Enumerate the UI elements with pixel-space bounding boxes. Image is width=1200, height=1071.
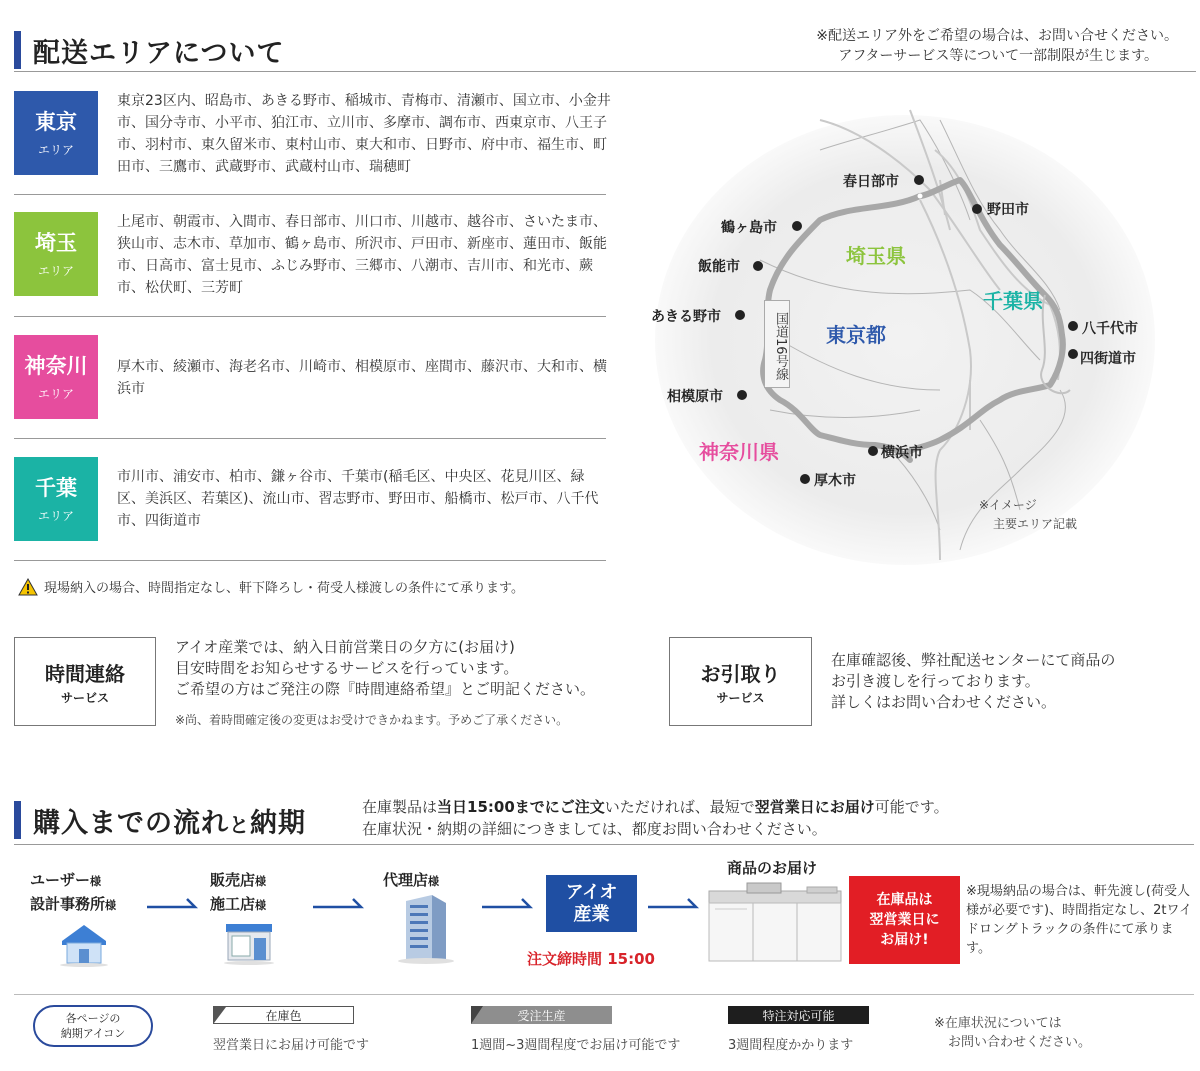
route-16-label: 国道16号線 — [764, 300, 790, 388]
map-city-sagamihara: 相模原市 — [667, 389, 723, 405]
divider — [14, 194, 606, 195]
aio-line: 産業 — [573, 903, 610, 925]
stock-next-day-badge — [849, 876, 960, 964]
aio-line: アイオ — [565, 881, 618, 903]
area-outside-note — [816, 26, 1178, 66]
area-cities-chiba: 市川市、浦安市、柏市、鎌ヶ谷市、千葉市(稲毛区、中央区、花見川区、緑区、美浜区、若葉区)、流山市、習志野市、野田市、船橋市、松戸市、八千代市、四街道市 — [117, 469, 599, 529]
flow-arrow-icon — [648, 897, 704, 911]
lead-time-tag-stock — [213, 1006, 354, 1024]
building-icon — [396, 893, 454, 965]
legend-rule — [14, 994, 1194, 995]
flow-user-label: ユーザー様 設計事務所様 — [30, 871, 117, 913]
flow-agent-label: 代理店様 — [383, 871, 440, 889]
lead-time-text-stock: 翌営業日にお届け可能です — [213, 1038, 370, 1053]
lead-time-text-custom: 3週間程度かかります — [728, 1038, 854, 1053]
badge-tokyo — [14, 91, 98, 175]
badge-name: 神奈川 — [24, 353, 88, 378]
title-rule — [14, 71, 1196, 72]
service-line: お引き渡しを行っております。 — [831, 672, 1040, 690]
flow-arrow-icon — [147, 897, 203, 911]
section-title-flow — [14, 800, 306, 840]
map-city-yachiyo: 八千代市 — [1082, 321, 1138, 337]
tag-corner-icon — [214, 1007, 226, 1023]
section-title-delivery-area — [14, 30, 284, 70]
note-line: ※配送エリア外をご希望の場合は、お問い合せください。 — [816, 28, 1178, 44]
service-line: ご希望の方はご発注の際『時間連絡希望』とご明記ください。 — [175, 680, 596, 698]
service-time-text — [175, 637, 595, 700]
map-pref-tokyo: 東京都 — [826, 323, 886, 347]
stock-status-note — [934, 1014, 1091, 1052]
service-time-small-note: ※尚、着時間確定後の変更はお受けできかねます。予めご了承ください。 — [175, 713, 569, 727]
service-line: アイオ産業では、納入日前営業日の夕方に(お届け) — [175, 638, 515, 656]
badge-sub: エリア — [37, 263, 74, 278]
legend-label — [33, 1005, 153, 1047]
note-line: お問い合わせください。 — [948, 1035, 1092, 1050]
tag-label: 在庫色 — [265, 1008, 302, 1023]
service-line: 目安時間をお知らせするサービスを行っています。 — [175, 659, 519, 677]
flow-title-part: と — [229, 812, 250, 837]
service-line: 詳しくはお問い合わせください。 — [831, 693, 1057, 711]
area-cities-kanagawa: 厚木市、綾瀬市、海老名市、川崎市、相模原市、座間市、藤沢市、大和市、横浜市 — [117, 359, 607, 397]
aio-sangyo-badge — [546, 875, 637, 932]
map-pref-kanagawa: 神奈川県 — [699, 440, 779, 464]
map-city-kasukabe: 春日部市 — [843, 174, 899, 190]
divider — [14, 560, 606, 561]
house-icon — [58, 921, 110, 967]
map-note — [979, 496, 1077, 534]
divider — [14, 438, 606, 439]
lead-time-text-made-to-order: 1週間~3週間程度でお届け可能です — [471, 1038, 681, 1053]
map-pref-saitama: 埼玉県 — [846, 244, 906, 268]
service-title: お引取り — [700, 661, 781, 686]
map-city-akiruno: あきる野市 — [651, 309, 721, 325]
area-cities-tokyo: 東京23区内、昭島市、あきる野市、稲城市、青梅市、清瀬市、国立市、小金井市、国分寺市、小平市、狛江市、立川市、多摩市、調布市、西東京市、八王子市、羽村市、東久留米市、東村山市、東大和市、日野市、府中市、福生市、町田市、三鷹市、武蔵野市、武蔵村山市、瑞穂町 — [117, 93, 611, 175]
kitchen-unit-image — [707, 879, 843, 963]
service-pickup-text — [831, 650, 1115, 713]
stock-line: お届け! — [880, 932, 929, 948]
map-note-line: 主要エリア記載 — [993, 517, 1078, 531]
flow-title-part: 納期 — [250, 807, 306, 839]
flow-delivery-label: 商品のお届け — [727, 859, 818, 877]
map-city-hanno: 飯能市 — [698, 259, 740, 275]
map-city-atsugi: 厚木市 — [814, 473, 856, 489]
note-line: ※在庫状況については — [934, 1016, 1062, 1031]
map-city-yokohama: 横浜市 — [881, 445, 923, 461]
flow-intro-line1: 在庫製品は当日15:00までにご注文いただければ、最短で翌営業日にお届け可能です。 — [362, 798, 949, 816]
map-city-tsurugashima: 鶴ヶ島市 — [721, 220, 777, 236]
title-rule — [14, 844, 1194, 845]
service-line: 在庫確認後、弊社配送センターにて商品の — [831, 651, 1116, 669]
service-sub: サービス — [716, 690, 765, 705]
flow-arrow-icon — [482, 897, 538, 911]
flow-title-part: 購入までの流れ — [33, 807, 229, 839]
service-time-badge — [14, 637, 156, 726]
tag-corner-icon — [471, 1006, 483, 1024]
lead-time-tag-made-to-order — [471, 1006, 612, 1024]
badge-sub: エリア — [37, 386, 74, 401]
badge-sub: エリア — [37, 508, 74, 523]
lead-time-tag-custom — [728, 1006, 869, 1024]
page-title: 配送エリアについて — [33, 37, 285, 69]
badge-sub: エリア — [37, 142, 74, 157]
flow-intro-line2: 在庫状況・納期の詳細につきましては、都度お問い合わせください。 — [362, 820, 827, 838]
note-line: アフターサービス等について一部制限が生じます。 — [838, 48, 1158, 64]
service-sub: サービス — [60, 690, 109, 705]
stock-line: 在庫品は — [876, 892, 933, 908]
flow-title — [33, 801, 306, 840]
caution-text: 現場納入の場合、時間指定なし、軒下降ろし・荷受人様渡しの条件にて承ります。 — [44, 581, 524, 596]
service-pickup-badge — [669, 637, 812, 726]
map-city-noda: 野田市 — [987, 202, 1029, 218]
map-pref-chiba: 千葉県 — [983, 289, 1043, 313]
flow-arrow-icon — [313, 897, 369, 911]
map-note-line: ※イメージ — [979, 498, 1037, 512]
area-cities-saitama: 上尾市、朝霞市、入間市、春日部市、川口市、川越市、越谷市、さいたま市、狭山市、志木市、草加市、鶴ヶ島市、所沢市、戸田市、新座市、蓮田市、飯能市、日高市、富士見市、ふじみ野市、三郷市、八潮市、吉川市、和光市、蕨市、松伏町、三芳町 — [117, 214, 607, 296]
site-delivery-note: ※現場納品の場合は、軒先渡し(荷受人様が必要です)、時間指定なし、2tワイドロングトラックの条件にて承ります。 — [966, 884, 1193, 956]
map-city-yotsukaido: 四街道市 — [1080, 351, 1136, 367]
flow-shop-label: 販売店様 施工店様 — [210, 871, 267, 913]
badge-name: 東京 — [35, 109, 77, 134]
map-background — [655, 115, 1155, 565]
title-accent-bar — [14, 801, 21, 839]
badge-name: 埼玉 — [35, 230, 77, 255]
store-icon — [222, 918, 276, 966]
service-title: 時間連絡 — [45, 661, 125, 686]
divider — [14, 316, 606, 317]
caution-note — [18, 577, 524, 596]
flow-intro — [362, 796, 949, 840]
warning-icon — [18, 578, 38, 596]
badge-chiba — [14, 457, 98, 541]
order-deadline: 注文締時間 15:00 — [527, 950, 655, 968]
legend-label-line: 各ページの — [65, 1012, 121, 1025]
tag-label: 受注生産 — [517, 1008, 566, 1023]
badge-name: 千葉 — [35, 475, 77, 500]
stock-line: 翌営業日に — [869, 912, 940, 928]
title-accent-bar — [14, 31, 21, 69]
badge-saitama — [14, 212, 98, 296]
legend-label-line: 納期アイコン — [60, 1027, 126, 1040]
tag-label: 特注対応可能 — [762, 1008, 835, 1023]
badge-kanagawa — [14, 335, 98, 419]
